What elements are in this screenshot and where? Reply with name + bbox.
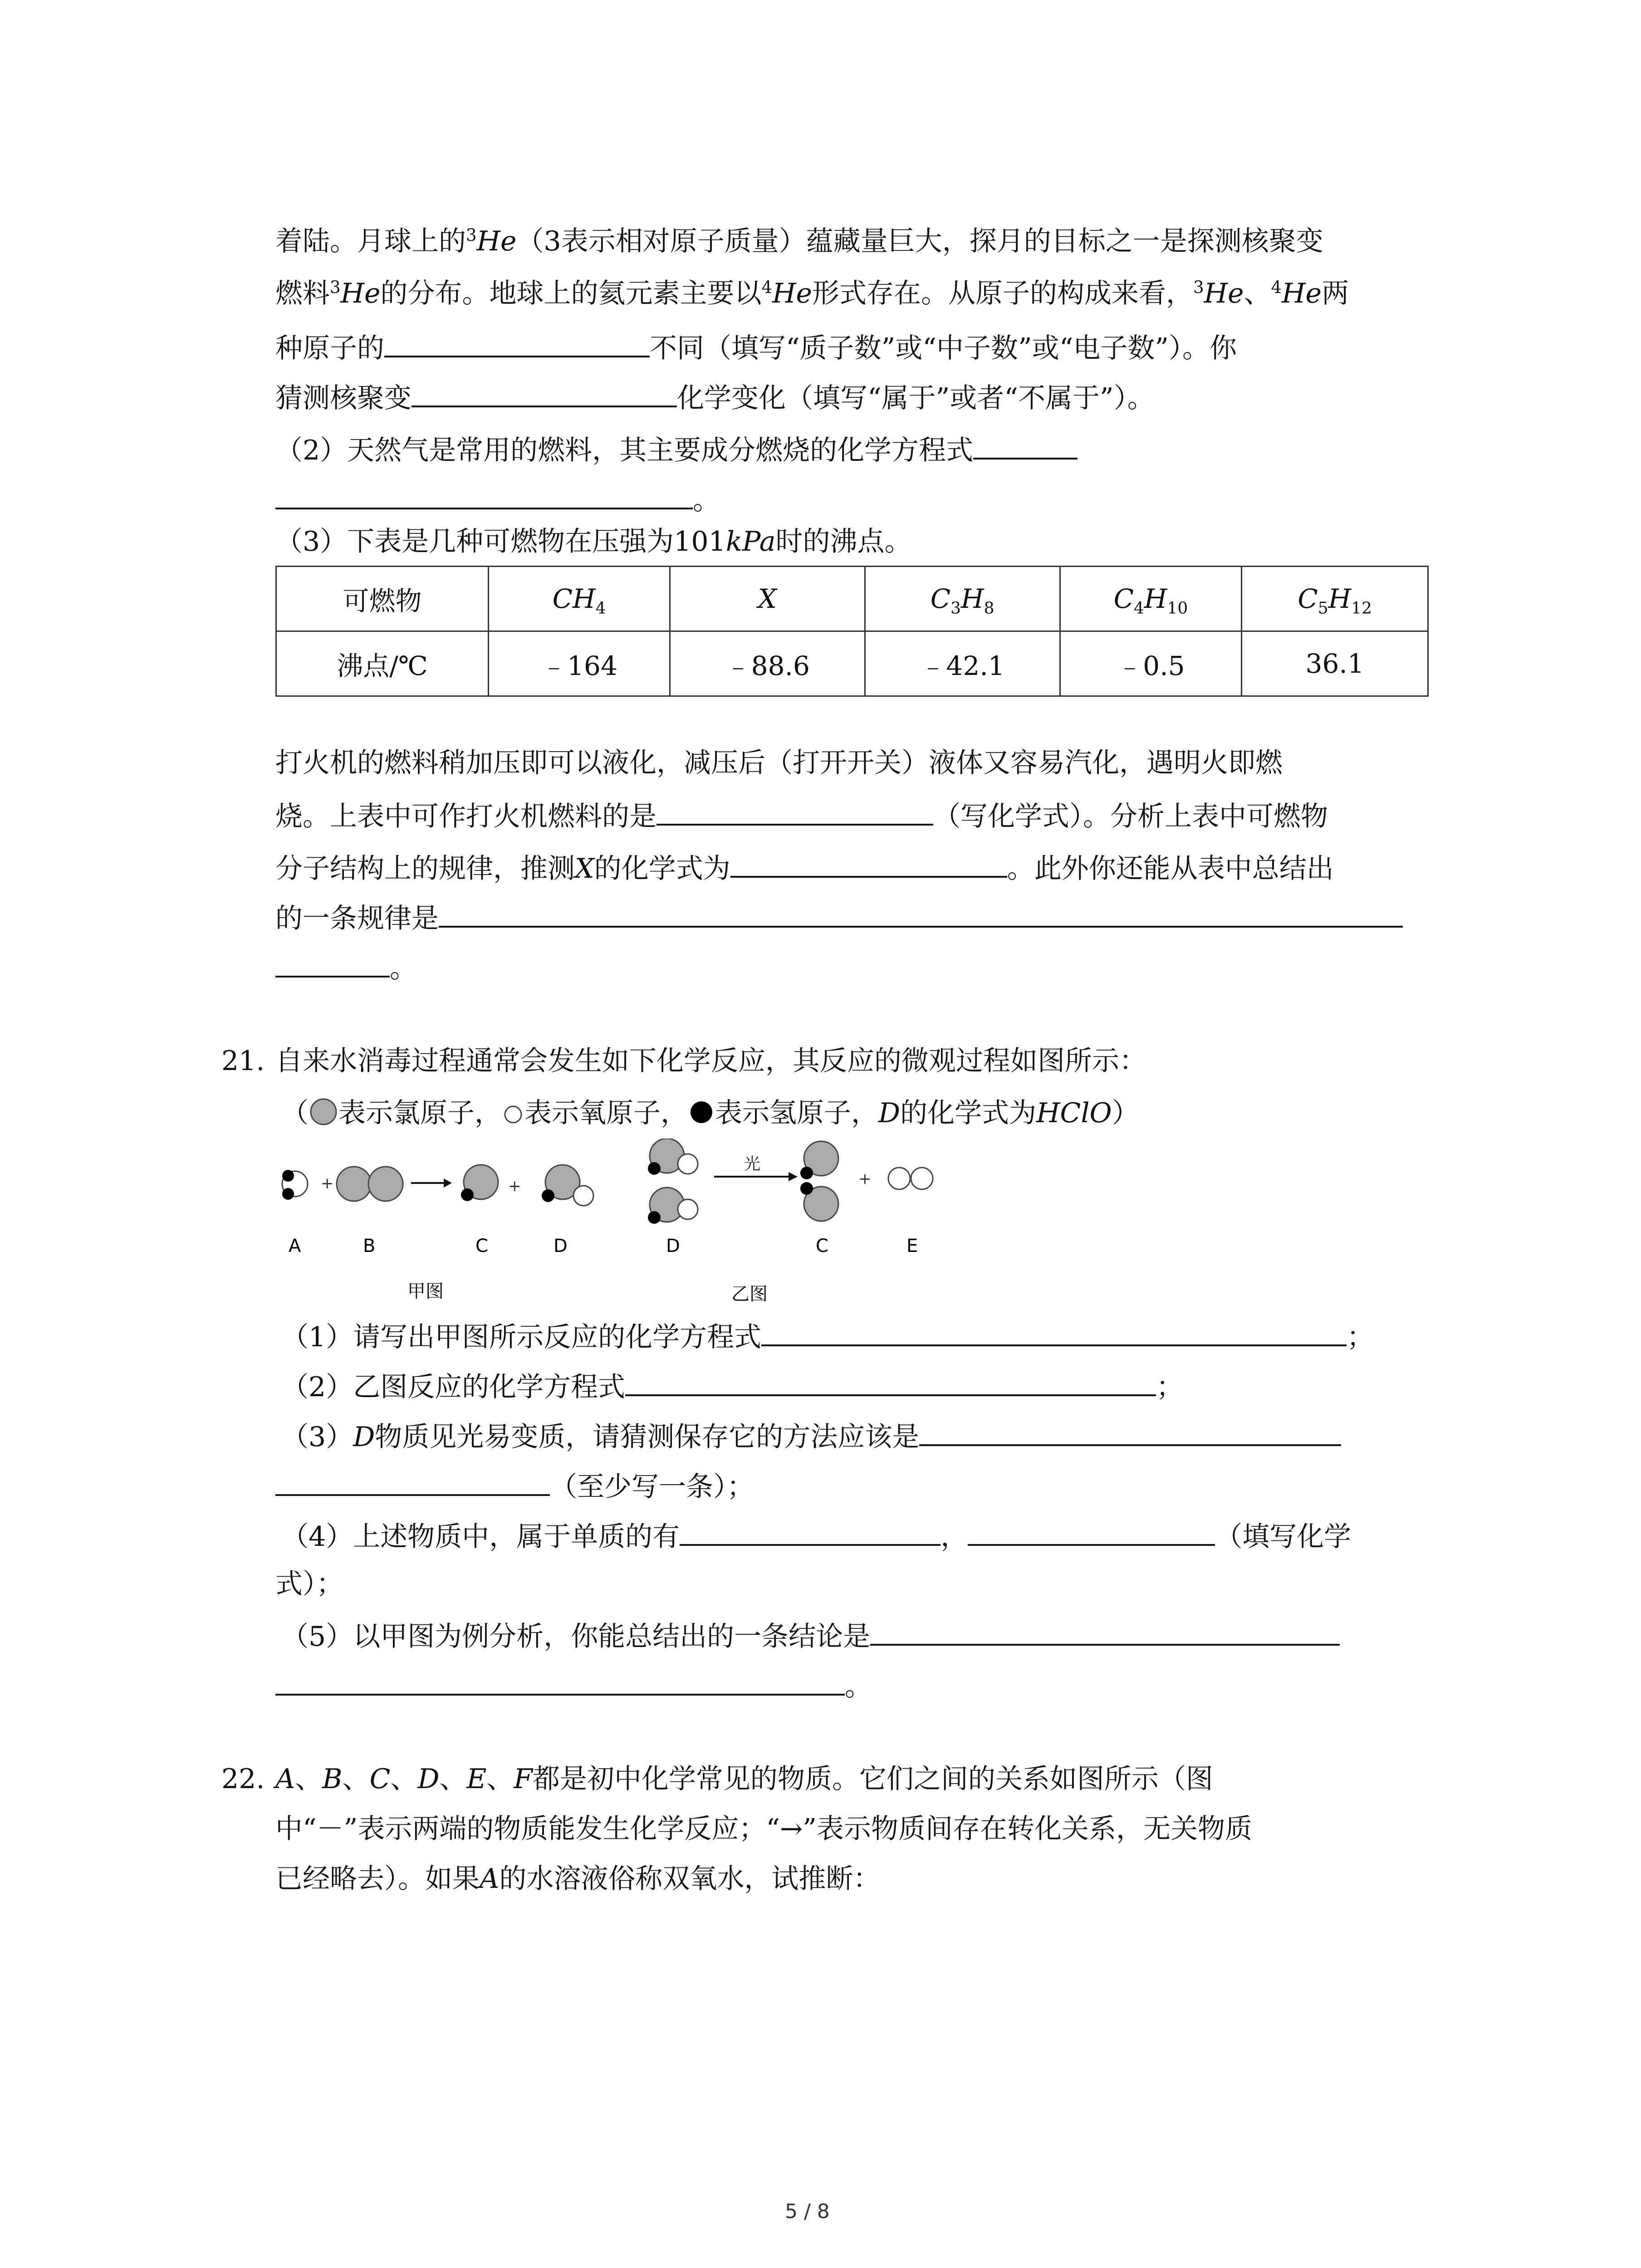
answer-blank-conclusion-a[interactable] [870, 1618, 1340, 1646]
answer-blank-gas-equation-b[interactable] [275, 481, 693, 509]
answer-blank-equation-b[interactable] [625, 1368, 1156, 1396]
molecule-b [337, 1167, 403, 1201]
table-cell: 36.1 [1242, 631, 1428, 696]
answer-blank-x-formula[interactable] [730, 850, 1007, 878]
q21-part-1: （1）请写出甲图所示反应的化学方程式 ； [281, 1318, 1374, 1354]
answer-blank-equation-a[interactable] [761, 1318, 1347, 1346]
table-header-c4h10: $C_4H_{10}$ [1060, 567, 1242, 631]
q20-part-2: （2）天然气是常用的燃料，其主要成分燃烧的化学方程式 [275, 431, 1078, 467]
diagram-caption-a: 甲图 [407, 1281, 444, 1302]
molecule-a [282, 1170, 308, 1200]
answer-blank-storage-b[interactable] [275, 1468, 550, 1496]
q20-text-3: 分子结构上的规律，推测X的化学式为 。此外你还能从表中总结出 [275, 850, 1334, 885]
molecule-label: B [363, 1236, 376, 1256]
chlorine-atom-icon [309, 1097, 338, 1127]
table-row [276, 631, 1428, 696]
q20-part-2-cont: 。 [275, 481, 720, 517]
molecule-d-pair [648, 1139, 698, 1224]
table-header-c5h12: $C_5H_{12}$ [1242, 567, 1428, 631]
molecule-c [461, 1165, 498, 1201]
molecule-c-pair [800, 1141, 838, 1221]
q20-part-3: （3）下表是几种可燃物在压强为101kPa时的沸点。 [275, 526, 912, 557]
arrow-head [789, 1172, 798, 1181]
answer-blank-conclusion-b[interactable] [275, 1667, 845, 1696]
answer-blank-particle[interactable] [384, 329, 650, 357]
table-cell: ﹣88.6 [670, 631, 865, 696]
page-number: 5 / 8 [785, 2200, 830, 2223]
answer-blank-gas-equation-a[interactable] [973, 431, 1078, 459]
q21-part-5: （5）以甲图为例分析，你能总结出的一条结论是 [281, 1618, 1340, 1653]
q21-part-4: （4）上述物质中，属于单质的有 ， （填写化学 [281, 1518, 1351, 1553]
molecule-e [888, 1168, 933, 1189]
answer-blank-pattern-b[interactable] [275, 949, 390, 978]
table-header-c3h8: $C_3H_8$ [865, 567, 1060, 631]
boiling-point-table [275, 566, 1429, 697]
q21-part-2: （2）乙图反应的化学方程式 ； [281, 1368, 1183, 1403]
table-cell: ﹣164 [489, 631, 670, 696]
plus-sign: + [858, 1170, 872, 1188]
plus-sign: + [321, 1174, 334, 1193]
answer-blank-pattern-a[interactable] [439, 899, 1403, 928]
q22-line-2: 中“－”表示两端的物质能发生化学反应；“→”表示物质间存在转化关系，无关物质 [275, 1813, 1252, 1845]
plus-sign: + [508, 1177, 521, 1195]
molecule-d [542, 1165, 593, 1206]
q21-stem: 21. 自来水消毒过程通常会发生如下化学反应，其反应的微观过程如图所示： [221, 1045, 1146, 1077]
table-row [276, 567, 1428, 631]
q22-line-1: 22. A、B、C、D、E、F都是初中化学常见的物质。它们之间的关系如图所示（图 [221, 1763, 1213, 1795]
answer-blank-fusion[interactable] [411, 379, 677, 407]
q20-line-3: 种原子的 不同（填写“质子数”或“中子数”或“电子数”）。你 [275, 329, 1237, 365]
q21-legend: （ 表示氯原子， 表示氧原子， 表示氢原子，D的化学式为HClO） [281, 1097, 1139, 1129]
hydrogen-atom-icon [688, 1099, 715, 1126]
q21-part-3: （3）D物质见光易变质，请猜测保存它的方法应该是 [281, 1418, 1341, 1453]
q20-line-4: 猜测核聚变 化学变化（填写“属于”或者“不属于”）。 [275, 379, 1155, 415]
molecule-label: E [906, 1236, 918, 1256]
table-header-fuel: 可燃物 [276, 567, 489, 631]
molecule-label: A [289, 1236, 301, 1256]
light-label: 光 [744, 1155, 761, 1173]
molecule-label: D [554, 1236, 568, 1256]
answer-blank-element-b[interactable] [968, 1518, 1215, 1546]
q20-text-5: 。 [275, 949, 417, 985]
answer-blank-element-a[interactable] [680, 1518, 941, 1546]
table-cell: ﹣42.1 [865, 631, 1060, 696]
table-cell: ﹣0.5 [1060, 631, 1242, 696]
table-header-ch4: $CH_4$ [489, 567, 670, 631]
q20-text-2: 烧。上表中可作打火机燃料的是 （写化学式）。分析上表中可燃物 [275, 797, 1328, 833]
table-header-x: X [670, 567, 865, 631]
q22-line-3: 已经略去）。如果A的水溶液俗称双氧水，试推断： [275, 1863, 881, 1895]
arrow-head [444, 1178, 452, 1188]
molecule-label: C [816, 1236, 828, 1256]
q20-text-1: 打火机的燃料稍加压即可以液化，减压后（打开开关）液体又容易汽化，遇明火即燃 [275, 747, 1283, 779]
molecule-label: D [666, 1236, 680, 1256]
diagram-caption-b: 乙图 [731, 1284, 768, 1305]
answer-blank-storage-a[interactable] [919, 1418, 1341, 1446]
table-row-label: 沸点/℃ [276, 631, 489, 696]
reaction-diagram [272, 1139, 971, 1320]
answer-blank-lighter-fuel[interactable] [656, 797, 933, 826]
q21-part-3-cont: （至少写一条）； [275, 1468, 754, 1503]
q21-part-5-cont: 。 [275, 1667, 872, 1703]
oxygen-atom-icon [502, 1103, 524, 1126]
molecule-label: C [475, 1236, 488, 1256]
q20-text-4: 的一条规律是 [275, 899, 1403, 935]
q21-part-4-cont: 式）； [275, 1568, 343, 1600]
q20-line-1: 着陆。月球上的$^3$He（3表示相对原子质量）蕴藏量巨大，探月的目标之一是探测核聚变 [275, 225, 1323, 257]
q20-line-2: 燃料$^3$He的分布。地球上的氦元素主要以$^4$He形式存在。从原子的构成来看，$^3$He、$^4$He两 [275, 277, 1349, 309]
